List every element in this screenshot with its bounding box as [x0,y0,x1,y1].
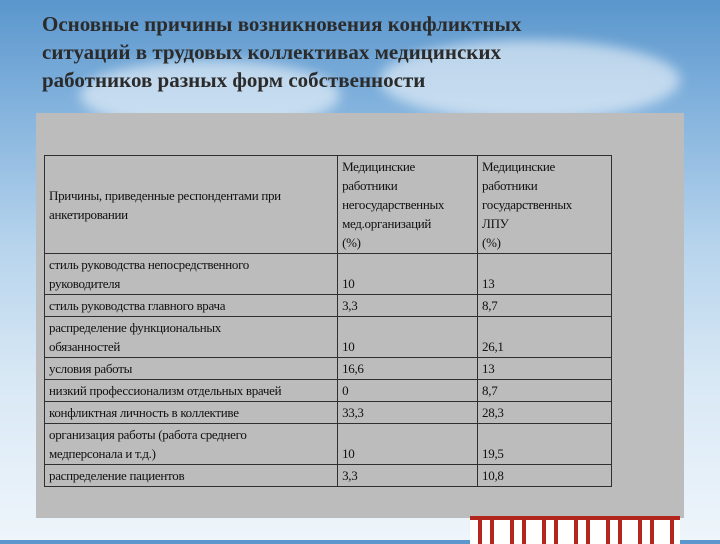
nonstate-value-cell: 3,3 [338,465,478,487]
table-row [45,465,612,487]
reason-text: распределение функциональных [49,320,222,335]
reason-text: условия работы [49,361,133,376]
table-panel [36,113,684,518]
header-state [478,156,612,254]
state-value-cell: 8,7 [478,295,612,317]
table-row [45,358,612,380]
header-line: работники [342,178,398,193]
reason-cell [45,295,338,317]
table-row [45,402,612,424]
reason-cell [45,424,338,465]
reason-text: руководителя [49,276,121,291]
conflict-reasons-table [44,155,612,487]
state-value-cell: 13 [478,254,612,295]
reason-text: распределение пациентов [49,468,185,483]
header-nonstate [338,156,478,254]
state-value-cell: 19,5 [478,424,612,465]
state-value-cell: 10,8 [478,465,612,487]
nonstate-value-cell: 10 [338,317,478,358]
reason-cell [45,317,338,358]
header-line: мед.организаций [342,216,432,231]
nonstate-value-cell: 0 [338,380,478,402]
state-value-cell: 8,7 [478,380,612,402]
header-line: работники [482,178,538,193]
header-line: ЛПУ [482,216,509,231]
state-value-cell: 28,3 [478,402,612,424]
nonstate-value-cell: 3,3 [338,295,478,317]
reason-text: медперсонала и т.д.) [49,446,156,461]
nonstate-value-cell: 10 [338,254,478,295]
table-header-row [45,156,612,254]
table-row [45,295,612,317]
reason-cell [45,358,338,380]
slide-title-line: ситуаций в трудовых коллективах медицинских [42,40,501,64]
reason-cell [45,254,338,295]
nonstate-value-cell: 10 [338,424,478,465]
reason-text: стиль руководства непосредственного [49,257,249,272]
reason-cell [45,402,338,424]
nonstate-value-cell: 16,6 [338,358,478,380]
reason-text: организация работы (работа среднего [49,427,247,442]
table-row [45,380,612,402]
header-line: Медицинские [482,159,555,174]
table-row [45,424,612,465]
header-line: (%) [342,235,361,250]
reason-text: конфликтная личность в коллективе [49,405,239,420]
reason-cell [45,465,338,487]
header-line: негосударственных [342,197,445,212]
header-line: Медицинские [342,159,416,174]
table-row [45,317,612,358]
table-row [45,254,612,295]
header-reasons: Причины, приведенные респондентами при анкетировании [45,156,338,254]
slide-title-line: Основные причины возникновения конфликтных [42,12,522,36]
nonstate-value-cell: 33,3 [338,402,478,424]
slide-title [42,10,682,94]
reason-cell [45,380,338,402]
reason-text: стиль руководства главного врача [49,298,226,313]
state-value-cell: 26,1 [478,317,612,358]
reason-text: низкий профессионализм отдельных врачей [49,383,282,398]
slide-title-line: работников разных форм собственности [42,68,426,92]
header-line: (%) [482,235,501,250]
header-line: государственных [482,197,572,212]
reason-text: обязанностей [49,339,120,354]
state-value-cell: 13 [478,358,612,380]
